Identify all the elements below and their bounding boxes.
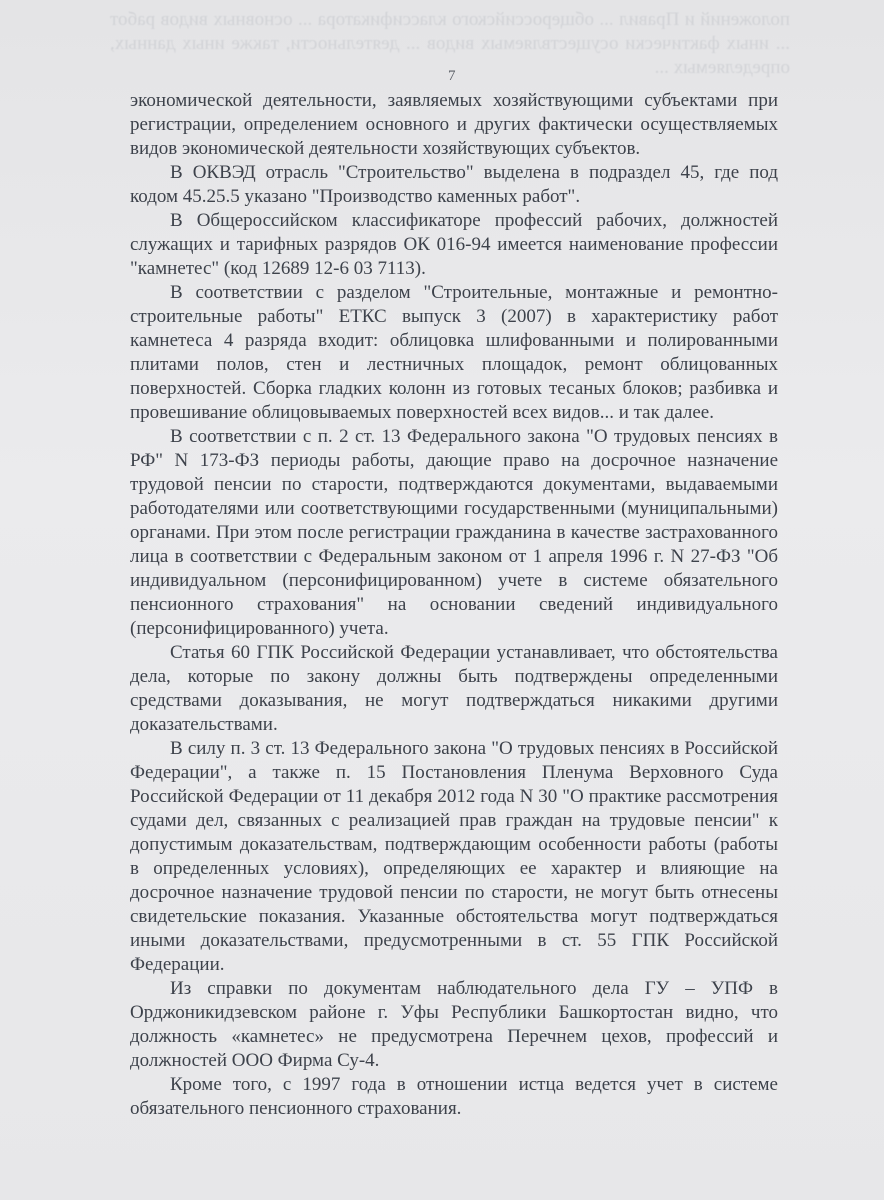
paragraph: В Общероссийском классификаторе профессий рабочих, должностей служащих и тарифных разрядов ОК 016-94 имеется наименование профессии "камнетес" (код 12689 12-6 03 7113). xyxy=(130,210,778,279)
paragraph: В ОКВЭД отрасль "Строительство" выделена в подраздел 45, где под кодом 45.25.5 указано "Производство каменных работ". xyxy=(130,162,778,207)
paragraph: В соответствии с разделом "Строительные, монтажные и ремонтно-строительные работы" ЕТКС выпуск 3 (2007) в характеристику работ камнетеса 4 разряда входит: облицовка шлифованными и полированными плитами полов, стен и лестничных площадок, ремонт облицованных поверхностей. Сборка гладких колонн из готовых тесаных блоков; разбивка и провешивание облицовываемых поверхностей всех видов... и так далее. xyxy=(130,282,778,423)
paragraph: Статья 60 ГПК Российской Федерации устанавливает, что обстоятельства дела, которые по закону должны быть подтверждены определенными средствами доказывания, не могут подтверждаться никакими другими доказательствами. xyxy=(130,642,778,735)
page-number: 7 xyxy=(448,68,456,84)
document-body xyxy=(130,89,778,1121)
paragraph: экономической деятельности, заявляемых хозяйствующими субъектами при регистрации, определением основного и других фактически осуществляемых видов экономической деятельности хозяйствующих субъектов. xyxy=(130,90,778,159)
bleed-through-text: положений и Правил ... общероссийского классификатора ... основных видов работ ... иных фактически осуществляемых видов ... деятельности, также иных данных, определяемых ... xyxy=(110,9,790,78)
paragraph: В соответствии с п. 2 ст. 13 Федерального закона "О трудовых пенсиях в РФ" N 173-ФЗ периоды работы, дающие право на досрочное назначение трудовой пенсии по старости, подтверждаются документами, выдаваемыми работодателями или соответствующими государственными (муниципальными) органами. При этом после регистрации гражданина в качестве застрахованного лица в соответствии с Федеральным законом от 1 апреля 1996 г. N 27-ФЗ "Об индивидуальном (персонифицированном) учете в системе обязательного пенсионного страхования" на основании сведений индивидуального (персонифицированного) учета. xyxy=(130,426,778,639)
paragraph: Кроме того, с 1997 года в отношении истца ведется учет в системе обязательного пенсионного страхования. xyxy=(130,1074,778,1119)
paragraph: Из справки по документам наблюдательного дела ГУ – УПФ в Орджоникидзевском районе г. Уфы Республики Башкортостан видно, что должность «камнетес» не предусмотрена Перечнем цехов, профессий и должностей ООО Фирма Су-4. xyxy=(130,978,778,1071)
paragraph: В силу п. 3 ст. 13 Федерального закона "О трудовых пенсиях в Российской Федерации", а также п. 15 Постановления Пленума Верховного Суда Российской Федерации от 11 декабря 2012 года N 30 "О практике рассмотрения судами дел, связанных с реализацией прав граждан на трудовые пенсии" к допустимым доказательствам, подтверждающим особенности работы (работы в определенных условиях), определяющих ее характер и влияющие на досрочное назначение трудовой пенсии по старости, не могут быть отнесены свидетельские показания. Указанные обстоятельства могут подтверждаться иными доказательствами, предусмотренными в ст. 55 ГПК Российской Федерации. xyxy=(130,738,778,975)
